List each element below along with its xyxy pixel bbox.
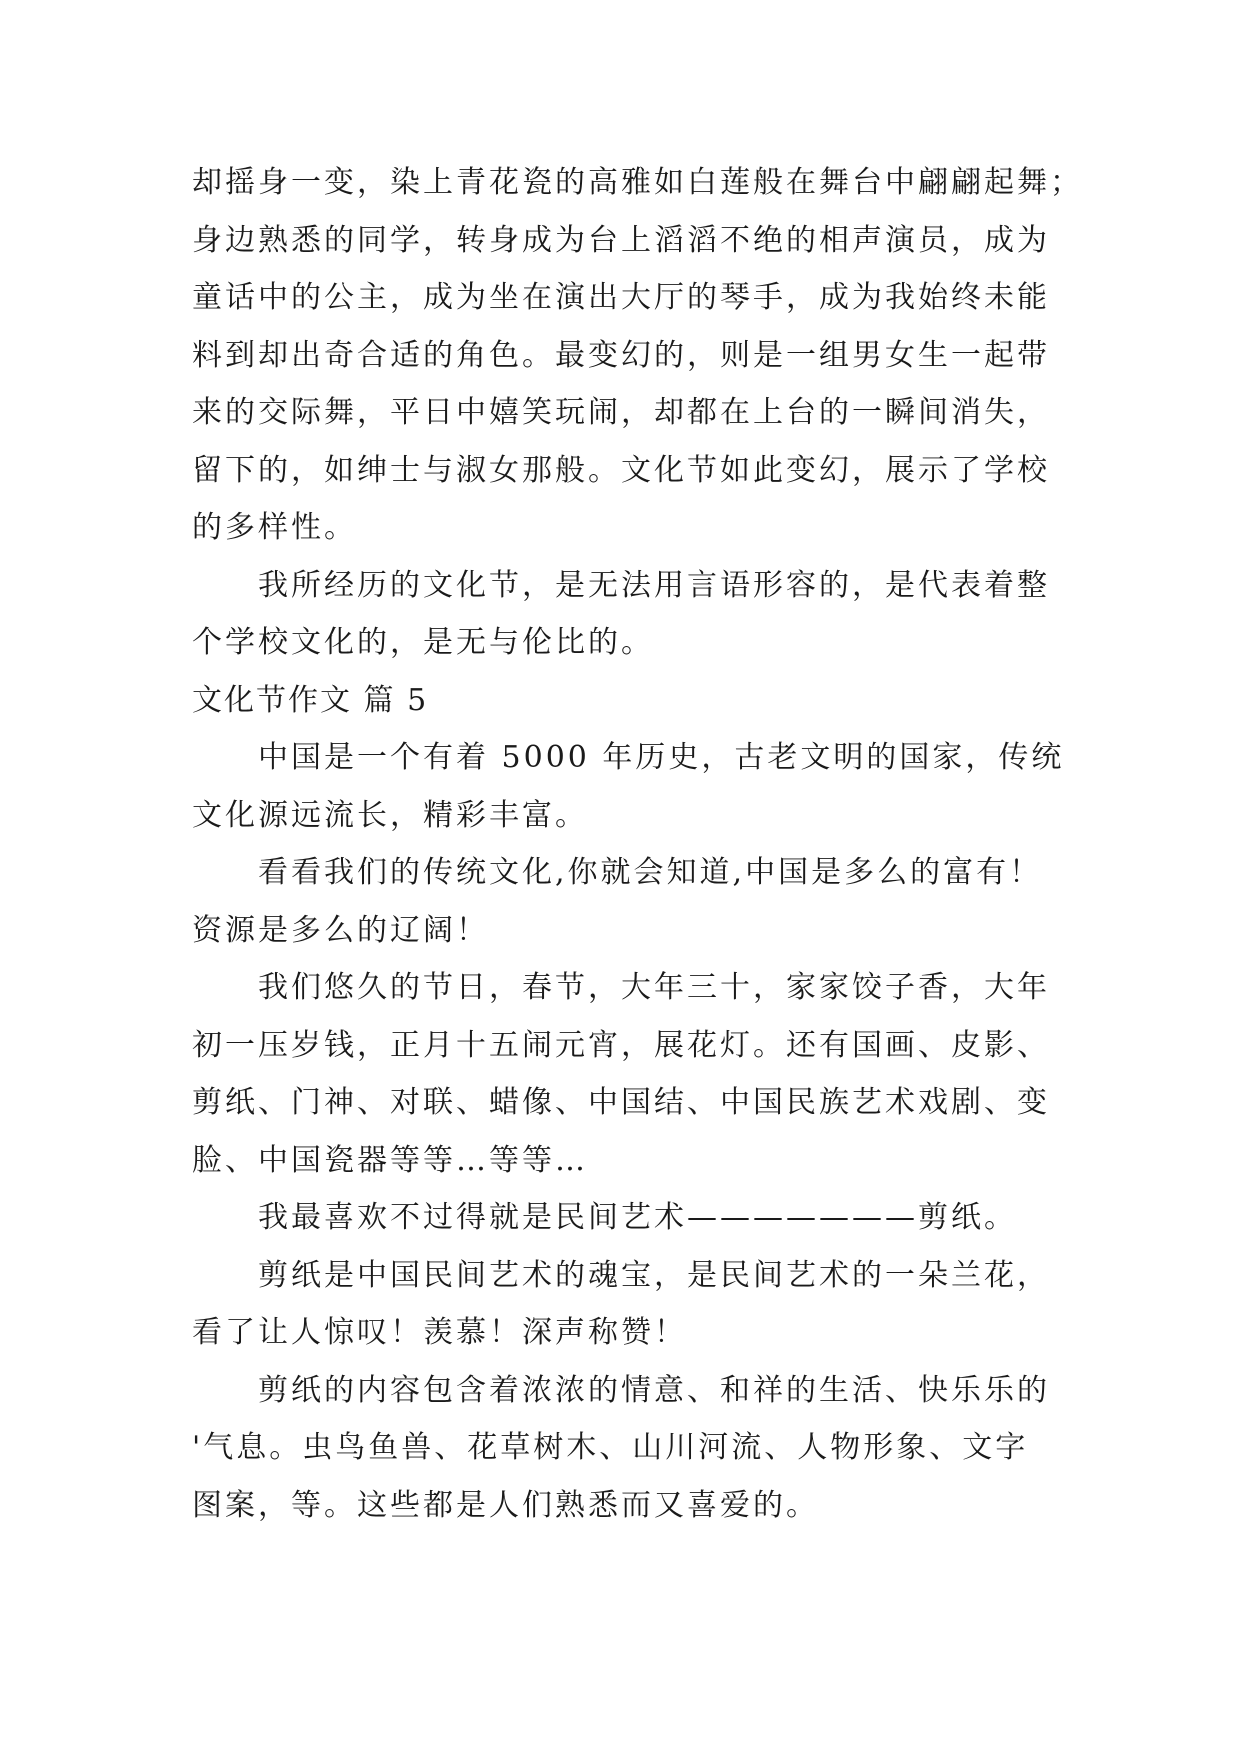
text-line: 我最喜欢不过得就是民间艺术———————剪纸。 <box>258 1200 1017 1235</box>
text-line: 剪纸、门神、对联、蜡像、中国结、中国民族艺术戏剧、变 <box>192 1085 1050 1120</box>
text-line: 个学校文化的，是无与伦比的。 <box>192 625 654 660</box>
text-line: 来的交际舞，平日中嬉笑玩闹，却都在上台的一瞬间消失， <box>192 395 1050 430</box>
document-body <box>192 154 1083 1534</box>
section-heading: 文化节作文 篇 5 <box>192 682 429 718</box>
text-line: 资源是多么的辽阔！ <box>192 912 489 948</box>
text-line: 看看我们的传统文化,你就会知道,中国是多么的富有！ <box>258 855 1043 890</box>
text-line: 料到却出奇合适的角色。最变幻的，则是一组男女生一起带 <box>192 337 1050 373</box>
text-line: 身边熟悉的同学，转身成为台上滔滔不绝的相声演员，成为 <box>192 222 1050 258</box>
text-line: 却摇身一变，染上青花瓷的高雅如白莲般在舞台中翩翩起舞； <box>192 165 1083 200</box>
text-line: 我们悠久的节日，春节，大年三十，家家饺子香，大年 <box>258 970 1050 1005</box>
text-line: 剪纸是中国民间艺术的魂宝，是民间艺术的一朵兰花， <box>258 1257 1050 1293</box>
text-line: 脸、中国瓷器等等…等等… <box>192 1142 588 1178</box>
text-line: 初一压岁钱，正月十五闹元宵，展花灯。还有国画、皮影、 <box>192 1027 1050 1063</box>
text-line: 看了让人惊叹！羡慕！深声称赞！ <box>192 1315 687 1350</box>
text-line: 的多样性。 <box>192 510 357 545</box>
text-line: 留下的，如绅士与淑女那般。文化节如此变幻，展示了学校 <box>192 452 1050 488</box>
text-line: '气息。虫鸟鱼兽、花草树木、山川河流、人物形象、文字 <box>192 1430 1029 1465</box>
text-line: 剪纸的内容包含着浓浓的情意、和祥的生活、快乐乐的 <box>258 1372 1050 1408</box>
text-line: 文化源远流长，精彩丰富。 <box>192 797 588 833</box>
text-line: 图案，等。这些都是人们熟悉而又喜爱的。 <box>192 1487 819 1523</box>
text-line: 我所经历的文化节，是无法用言语形容的，是代表着整 <box>258 567 1050 603</box>
text-line: 童话中的公主，成为坐在演出大厅的琴手，成为我始终未能 <box>192 280 1050 315</box>
text-line: 中国是一个有着 5000 年历史，古老文明的国家，传统 <box>258 740 1065 775</box>
